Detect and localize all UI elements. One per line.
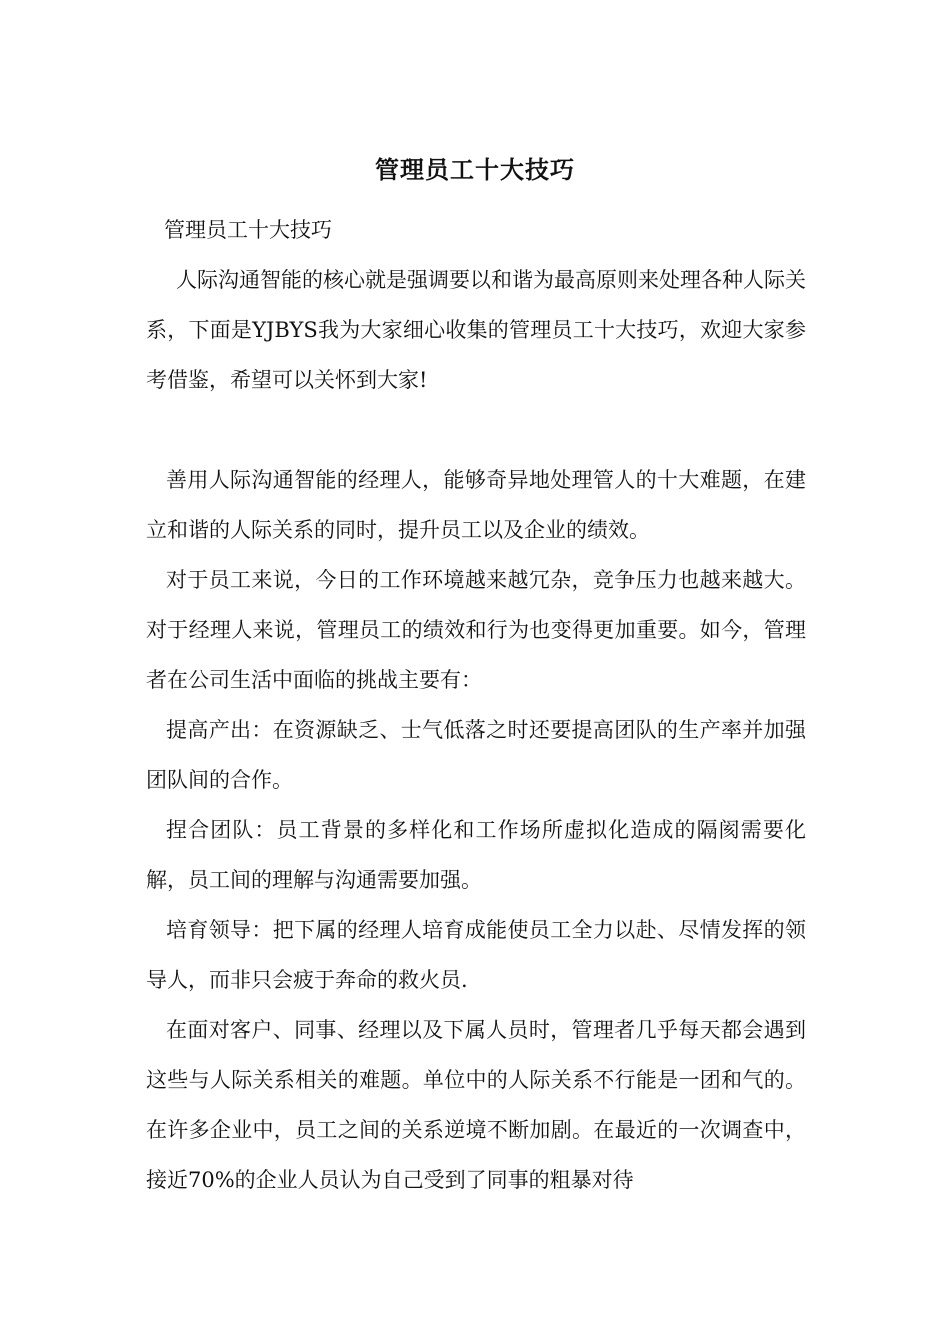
body-paragraph: 在面对客户、同事、经理以及下属人员时，管理者几乎每天都会遇到这些与人际关系相关的难题。单位中的人际关系不行能是一团和气的。在许多企业中，员工之间的关系逆境不断加剧。在最近的一次调查中，接近70%的企业人员认为自己受到了同事的粗暴对待 [146,1018,806,1192]
document-body [146,205,806,1205]
body-paragraph: 善用人际沟通智能的经理人，能够奇异地处理管人的十大难题，在建立和谐的人际关系的同时，提升员工以及企业的绩效。 [146,468,806,542]
body-paragraph: 捏合团队：员工背景的多样化和工作场所虚拟化造成的隔阂需要化解，员工间的理解与沟通需要加强。 [146,818,806,892]
document-subtitle: 管理员工十大技巧 [164,218,332,242]
intro-paragraph: 人际沟通智能的核心就是强调要以和谐为最高原则来处理各种人际关系，下面是YJBYS我为大家细心收集的管理员工十大技巧，欢迎大家参考借鉴，希望可以关怀到大家! [146,268,806,392]
document-title: 管理员工十大技巧 [375,155,575,184]
body-paragraph: 对于员工来说，今日的工作环境越来越冗杂，竞争压力也越来越大。对于经理人来说，管理员工的绩效和行为也变得更加重要。如今，管理者在公司生活中面临的挑战主要有： [146,568,806,692]
body-paragraph: 提高产出：在资源缺乏、士气低落之时还要提高团队的生产率并加强团队间的合作。 [146,718,806,792]
paragraph-spacer [146,405,806,455]
body-paragraph: 培育领导：把下属的经理人培育成能使员工全力以赴、尽情发挥的领导人，而非只会疲于奔命的救火员. [146,918,806,992]
